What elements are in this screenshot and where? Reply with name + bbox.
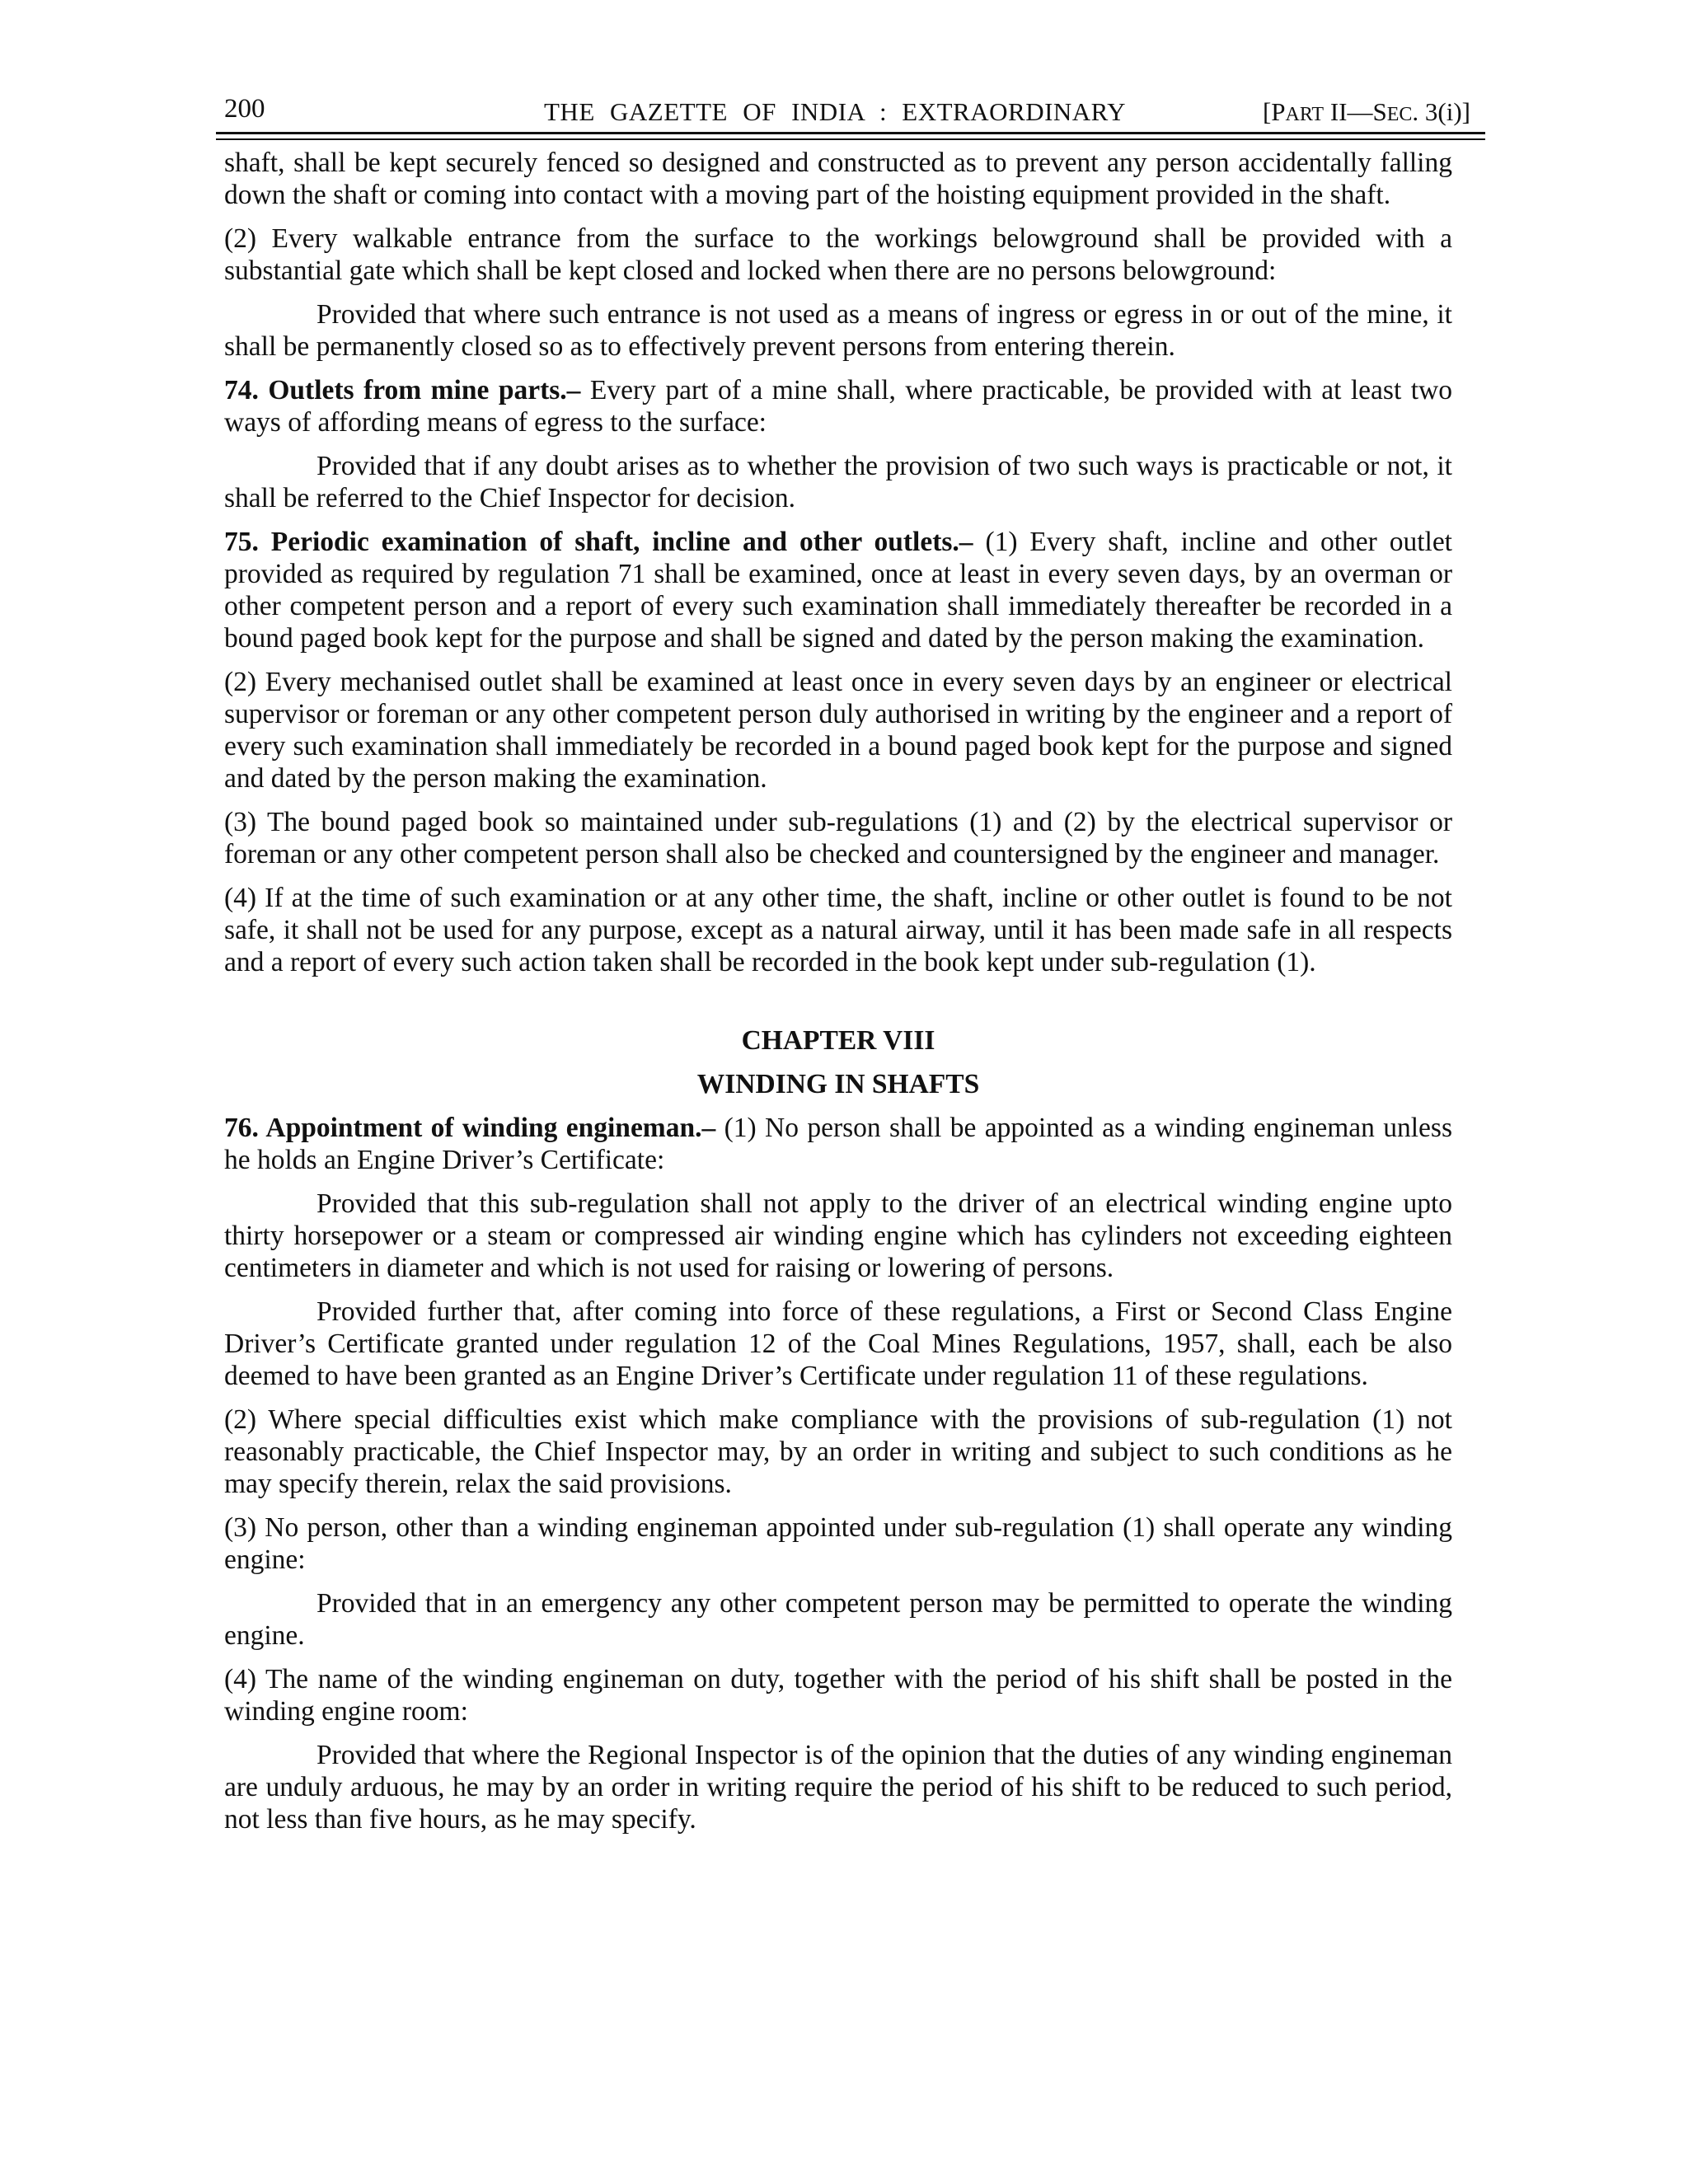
page-number: 200 [224,94,265,124]
paragraph: (2) Every mechanised outlet shall be examined at least once in every seven days by an engineer or electrical supervisor or foreman or any other competent person duly authorised in writing by the engineer and a report of every such examination shall immediately be recorded in a bound paged book kept for the purpose and signed and dated by the person making the examination. [224,667,1452,794]
proviso-paragraph: Provided that if any doubt arises as to whether the provision of two such ways is practicable or not, it shall be referred to the Chief Inspector for decision. [224,451,1452,513]
page-header [224,89,1479,130]
chapter-title: WINDING IN SHAFTS [696,1069,980,1099]
paragraph: (3) No person, other than a winding engineman appointed under sub-regulation (1) shall operate any winding engine: [224,1512,1452,1575]
paragraph: (2) Where special difficulties exist which make compliance with the provisions of sub-regulation (1) not reasonably practicable, the Chief Inspector may, by an order in writing and subject to such conditions as he may specify therein, relax the said provisions. [224,1404,1452,1499]
page-body [224,147,1452,1847]
paragraph: (3) The bound paged book so maintained under sub-regulations (1) and (2) by the electrical supervisor or foreman or any other competent person shall also be checked and countersigned by the engineer and manager. [224,807,1452,869]
proviso-paragraph: Provided further that, after coming into force of these regulations, a First or Second Class Engine Driver’s Certificate granted under regulation 12 of the Coal Mines Regulations, 1957, shall, each be also deemed to have been granted as an Engine Driver’s Certificate under regulation 11 of these regulations. [224,1296,1452,1391]
header-rule-thick [216,132,1485,134]
header-rule-thin [216,138,1485,140]
regulation-heading: 76. Appointment of winding engineman.– [224,1113,716,1143]
regulation-heading: 74. Outlets from mine parts.– [224,375,581,405]
part-section-label: [PART II—SEC. 3(i)] [1262,97,1470,126]
gazette-title: THE GAZETTE OF INDIA : EXTRAORDINARY [544,97,1127,126]
proviso-paragraph: Provided that this sub-regulation shall not apply to the driver of an electrical winding engine upto thirty horsepower or a steam or compressed air winding engine which has cylinders not exceeding eighteen centimeters in diameter and which is not used for raising or lowering of persons. [224,1188,1452,1283]
regulation-74: 74. Outlets from mine parts.– Every part of a mine shall, where practicable, be provided with at least two ways of affording means of egress to the surface: [224,375,1452,438]
proviso-paragraph: Provided that where the Regional Inspector is of the opinion that the duties of any winding engineman are unduly arduous, he may by an order in writing require the period of his shift to be reduced to such period, not less than five hours, as he may specify. [224,1740,1452,1835]
regulation-heading: 75. Periodic examination of shaft, incline and other outlets.– [224,527,973,557]
regulation-76: 76. Appointment of winding engineman.– (1) No person shall be appointed as a winding engineman unless he holds an Engine Driver’s Certificate: [224,1113,1452,1175]
paragraph: (4) The name of the winding engineman on duty, together with the period of his shift shall be posted in the winding engine room: [224,1664,1452,1727]
proviso-paragraph: Provided that in an emergency any other competent person may be permitted to operate the winding engine. [224,1588,1452,1651]
chapter-number: CHAPTER VIII [741,1025,935,1056]
paragraph: shaft, shall be kept securely fenced so designed and constructed as to prevent any person accidentally falling down the shaft or coming into contact with a moving part of the hoisting equipment provided in the shaft. [224,148,1452,210]
paragraph: (4) If at the time of such examination or at any other time, the shaft, incline or other outlet is found to be not safe, it shall not be used for any purpose, except as a natural airway, until it has been made safe in all respects and a report of every such action taken shall be recorded in the book kept under sub-regulation (1). [224,883,1452,977]
proviso-paragraph: Provided that where such entrance is not used as a means of ingress or egress in or out of the mine, it shall be permanently closed so as to effectively prevent persons from entering therein. [224,299,1452,362]
paragraph: (2) Every walkable entrance from the surface to the workings belowground shall be provided with a substantial gate which shall be kept closed and locked when there are no persons belowground: [224,223,1452,286]
regulation-75: 75. Periodic examination of shaft, incline and other outlets.– (1) Every shaft, incline and other outlet provided as required by regulation 71 shall be examined, once at least in every seven days, by an overman or other competent person and a report of every such examination shall immediately thereafter be recorded in a bound paged book kept for the purpose and shall be signed and dated by the person making the examination. [224,527,1452,654]
